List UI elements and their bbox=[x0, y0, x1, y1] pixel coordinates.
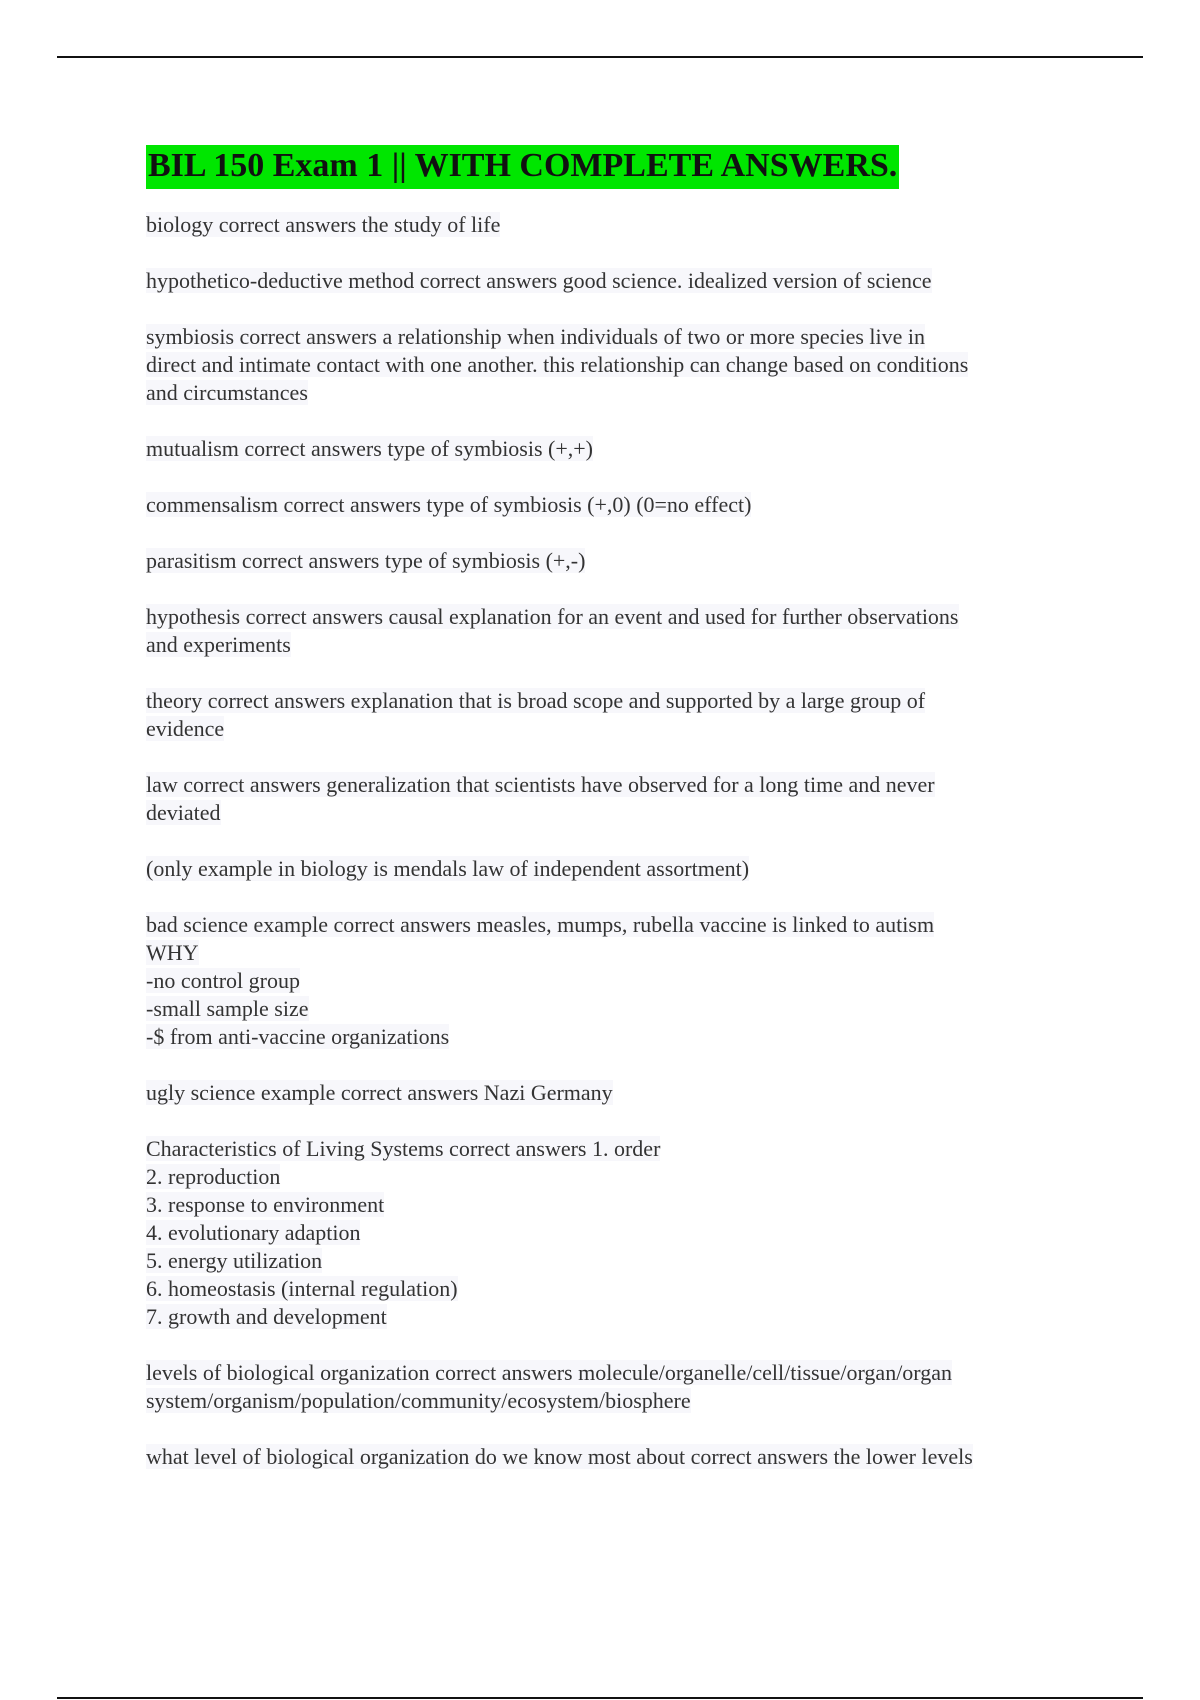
entry-line-text: WHY bbox=[146, 940, 199, 965]
qa-entry bbox=[146, 1079, 1066, 1107]
entry-line-text: law correct answers generalization that scientists have observed for a long time and never bbox=[146, 772, 935, 797]
entry-list bbox=[146, 211, 1066, 1471]
entry-line bbox=[146, 1135, 1066, 1163]
document-title: BIL 150 Exam 1 || WITH COMPLETE ANSWERS. bbox=[146, 145, 899, 189]
entry-line-text: what level of biological organization do we know most about correct answers the lower levels bbox=[146, 1444, 973, 1469]
entry-line-text: -no control group bbox=[146, 968, 300, 993]
entry-line bbox=[146, 491, 1066, 519]
entry-line bbox=[146, 1275, 1066, 1303]
entry-line bbox=[146, 715, 1066, 743]
entry-line-text: 7. growth and development bbox=[146, 1304, 387, 1329]
entry-line-text: hypothetico-deductive method correct answers good science. idealized version of science bbox=[146, 268, 932, 293]
entry-line bbox=[146, 267, 1066, 295]
entry-line-text: deviated bbox=[146, 800, 221, 825]
entry-line-text: 6. homeostasis (internal regulation) bbox=[146, 1276, 458, 1301]
entry-line bbox=[146, 1387, 1066, 1415]
footer-rule bbox=[57, 1697, 1143, 1699]
entry-line-text: mutualism correct answers type of symbiosis (+,+) bbox=[146, 436, 594, 461]
qa-entry bbox=[146, 267, 1066, 295]
entry-line-text: system/organism/population/community/ecosystem/biosphere bbox=[146, 1388, 691, 1413]
entry-line bbox=[146, 1443, 1066, 1471]
entry-line-text: levels of biological organization correct answers molecule/organelle/cell/tissue/organ/organ bbox=[146, 1360, 952, 1385]
document-body bbox=[146, 145, 1066, 1499]
entry-line bbox=[146, 1079, 1066, 1107]
entry-line bbox=[146, 1359, 1066, 1387]
entry-line bbox=[146, 771, 1066, 799]
entry-line-text: 4. evolutionary adaption bbox=[146, 1220, 361, 1245]
entry-line bbox=[146, 1247, 1066, 1275]
entry-line bbox=[146, 323, 1066, 351]
qa-entry bbox=[146, 771, 1066, 827]
entry-line bbox=[146, 435, 1066, 463]
qa-entry bbox=[146, 435, 1066, 463]
qa-entry bbox=[146, 211, 1066, 239]
entry-line-text: (only example in biology is mendals law of independent assortment) bbox=[146, 856, 750, 881]
entry-line-text: Characteristics of Living Systems correct answers 1. order bbox=[146, 1136, 661, 1161]
qa-entry bbox=[146, 687, 1066, 743]
entry-line bbox=[146, 1191, 1066, 1219]
entry-line-text: hypothesis correct answers causal explanation for an event and used for further observations bbox=[146, 604, 959, 629]
entry-line bbox=[146, 379, 1066, 407]
entry-line bbox=[146, 603, 1066, 631]
qa-entry bbox=[146, 547, 1066, 575]
entry-line bbox=[146, 631, 1066, 659]
entry-line-text: 2. reproduction bbox=[146, 1164, 281, 1189]
entry-line bbox=[146, 1219, 1066, 1247]
entry-line-text: theory correct answers explanation that is broad scope and supported by a large group of bbox=[146, 688, 926, 713]
entry-line bbox=[146, 855, 1066, 883]
qa-entry bbox=[146, 1135, 1066, 1331]
qa-entry bbox=[146, 323, 1066, 407]
qa-entry bbox=[146, 491, 1066, 519]
entry-line bbox=[146, 687, 1066, 715]
entry-line-text: direct and intimate contact with one another. this relationship can change based on conditions bbox=[146, 352, 969, 377]
entry-line bbox=[146, 211, 1066, 239]
entry-line-text: symbiosis correct answers a relationship when individuals of two or more species live in bbox=[146, 324, 925, 349]
entry-line bbox=[146, 799, 1066, 827]
header-rule bbox=[57, 56, 1143, 58]
entry-line bbox=[146, 1163, 1066, 1191]
entry-line bbox=[146, 351, 1066, 379]
entry-line bbox=[146, 967, 1066, 995]
qa-entry bbox=[146, 855, 1066, 883]
entry-line-text: bad science example correct answers measles, mumps, rubella vaccine is linked to autism bbox=[146, 912, 935, 937]
entry-line-text: and experiments bbox=[146, 632, 291, 657]
qa-entry bbox=[146, 1443, 1066, 1471]
entry-line-text: 3. response to environment bbox=[146, 1192, 385, 1217]
entry-line bbox=[146, 1023, 1066, 1051]
entry-line-text: parasitism correct answers type of symbiosis (+,-) bbox=[146, 548, 586, 573]
entry-line-text: and circumstances bbox=[146, 380, 308, 405]
entry-line-text: -small sample size bbox=[146, 996, 309, 1021]
entry-line bbox=[146, 1303, 1066, 1331]
entry-line-text: evidence bbox=[146, 716, 225, 741]
entry-line-text: ugly science example correct answers Nazi Germany bbox=[146, 1080, 613, 1105]
qa-entry bbox=[146, 1359, 1066, 1415]
entry-line-text: commensalism correct answers type of symbiosis (+,0) (0=no effect) bbox=[146, 492, 752, 517]
entry-line-text: biology correct answers the study of life bbox=[146, 212, 501, 237]
entry-line bbox=[146, 995, 1066, 1023]
entry-line bbox=[146, 911, 1066, 939]
qa-entry bbox=[146, 603, 1066, 659]
entry-line-text: 5. energy utilization bbox=[146, 1248, 323, 1273]
entry-line bbox=[146, 547, 1066, 575]
qa-entry bbox=[146, 911, 1066, 1051]
entry-line bbox=[146, 939, 1066, 967]
entry-line-text: -$ from anti-vaccine organizations bbox=[146, 1024, 450, 1049]
